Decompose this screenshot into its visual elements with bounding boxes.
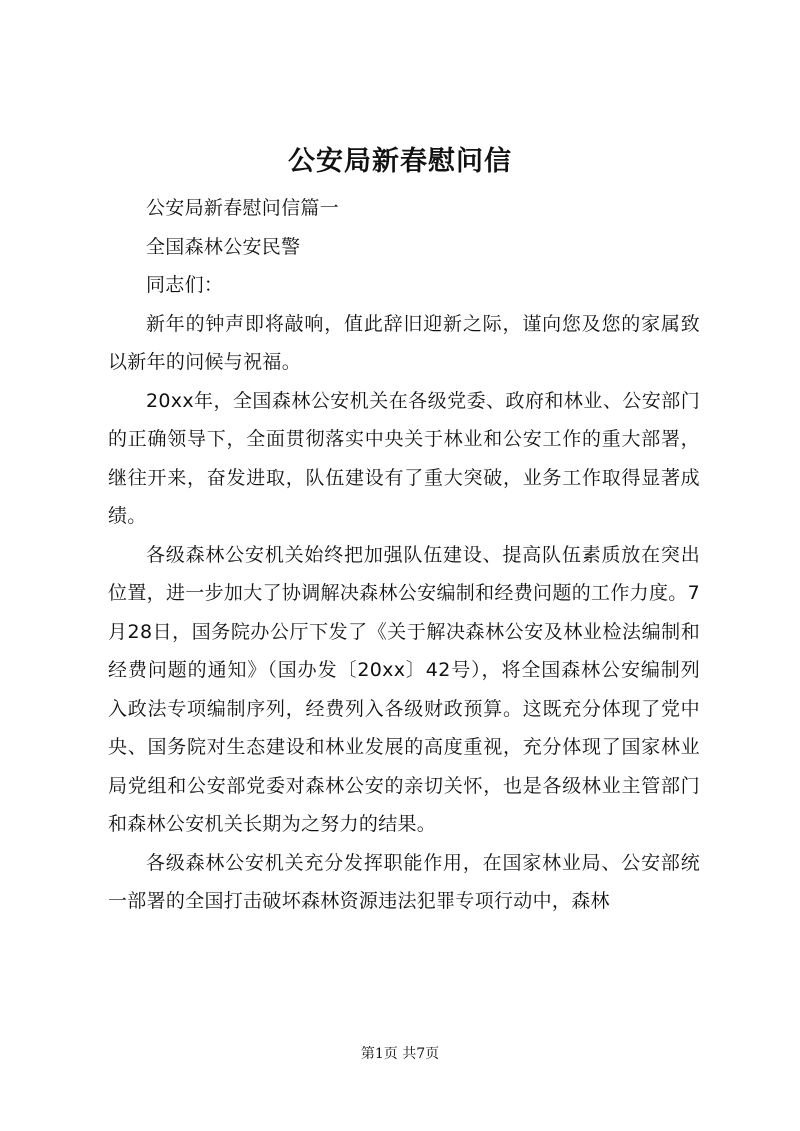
paragraph-achievements: 20xx年，全国森林公安机关在各级党委、政府和林业、公安部门的正确领导下，全面贯彻落实中央关于林业和公安工作的重大部署，继往开来，奋发进取，队伍建设有了重大突破，业务工作取得显著成绩。 (108, 389, 700, 527)
page-number: 第1页 共7页 (360, 1046, 440, 1062)
paragraph-heading: 公安局新春慰问信篇一 (146, 197, 340, 219)
document-body (108, 189, 700, 921)
paragraph-team-building: 各级森林公安机关始终把加强队伍建设、提高队伍素质放在突出位置，进一步加大了协调解决森林公安编制和经费问题的工作力度。7月28日，国务院办公厅下发了《关于解决森林公安及林业检法编制和经费问题的通知》（国办发〔20xx〕42号），将全国森林公安编制列入政法专项编制序列，经费列入各级财政预算。这既充分体现了党中央、国务院对生态建设和林业发展的高度重视，充分体现了国家林业局党组和公安部党委对森林公安的亲切关怀，也是各级林业主管部门和森林公安机关长期为之努力的结果。 (108, 543, 700, 835)
paragraph-recipient: 全国森林公安民警 (146, 235, 301, 258)
paragraph-greeting: 新年的钟声即将敲响，值此辞旧迎新之际，谨向您及您的家属致以新年的问候与祝福。 (108, 312, 700, 373)
paragraph-salutation: 同志们： (146, 274, 224, 296)
paragraph-functional-role: 各级森林公安机关充分发挥职能作用，在国家林业局、公安部统一部署的全国打击破坏森林资源违法犯罪专项行动中，森林 (108, 851, 700, 912)
page-title: 公安局新春慰问信 (288, 146, 512, 177)
